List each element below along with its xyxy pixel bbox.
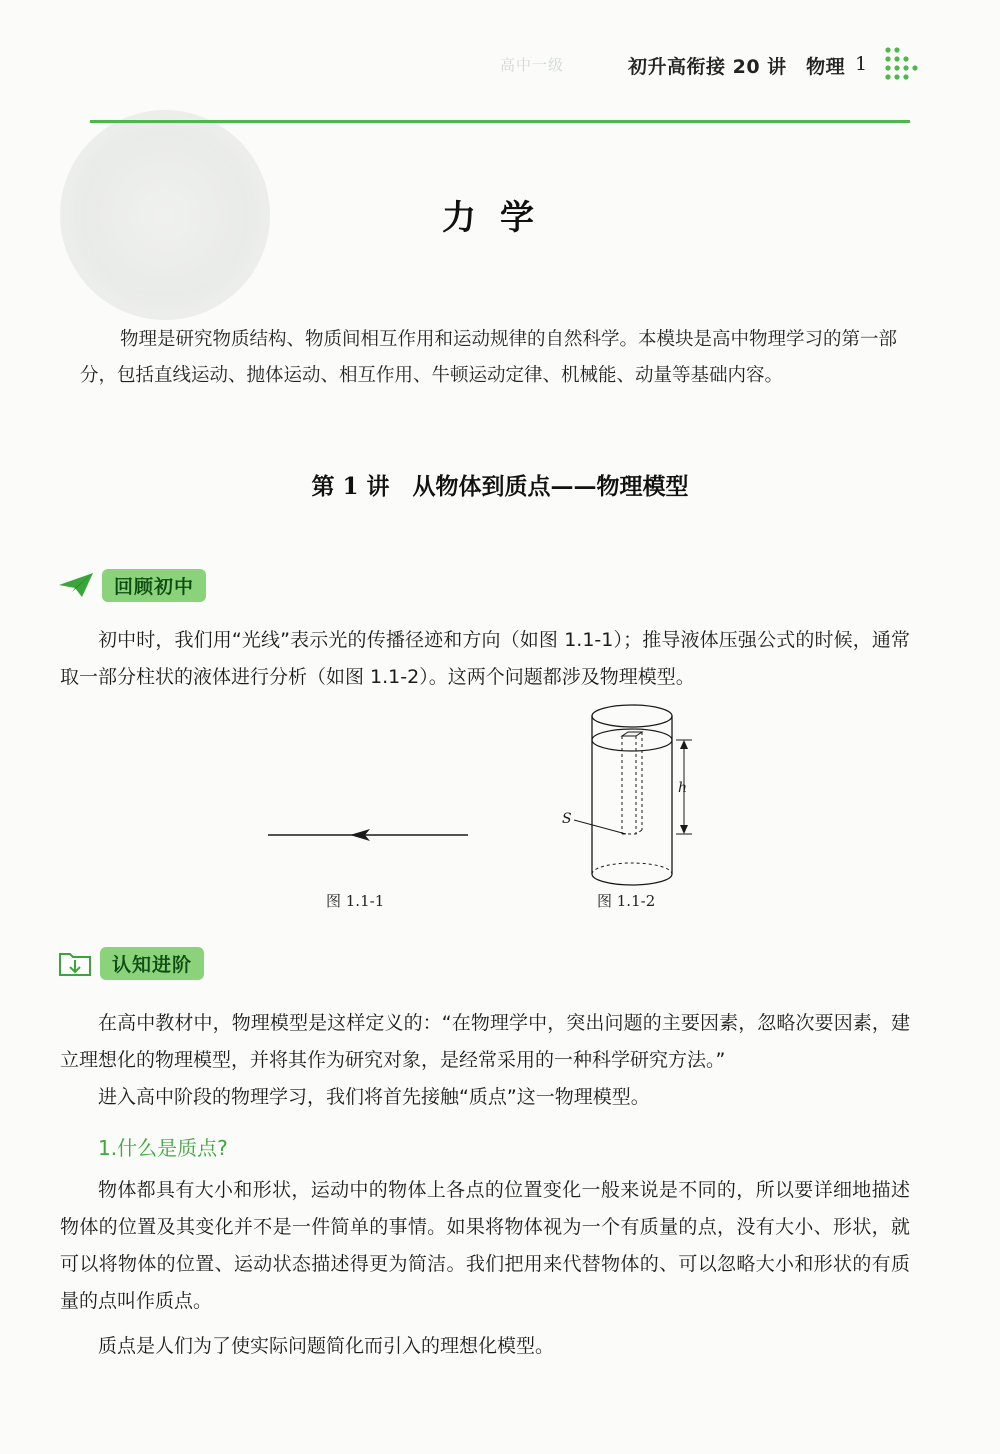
advance-paragraph-block	[60, 1005, 910, 1116]
page-number: 1	[855, 53, 868, 75]
module-intro: 物理是研究物质结构、物质间相互作用和运动规律的自然科学。本模块是高中物理学习的第一部分，包括直线运动、抛体运动、相互作用、牛顿运动定律、机械能、动量等基础内容。	[80, 329, 898, 386]
header-ghost-text: 高中一级	[500, 56, 565, 74]
subsection-paragraph-block	[60, 1172, 910, 1365]
review-paragraph: 初中时，我们用“光线”表示光的传播径迹和方向（如图 1.1-1）；推导液体压强公式的时候，通常取一部分柱状的液体进行分析（如图 1.1-2）。这两个问题都涉及物理模型。	[60, 629, 910, 688]
lecture-title: 第 1 讲 从物体到质点——物理模型	[311, 473, 689, 500]
figure-2-caption: 图 1.1-2	[597, 892, 656, 910]
figure-1-caption: 图 1.1-1	[326, 892, 385, 910]
header-rule	[90, 120, 910, 123]
book-title: 初升高衔接 20 讲 物理	[628, 56, 846, 78]
advance-paragraph-intro: 进入高中阶段的物理学习，我们将首先接触“质点”这一物理模型。	[98, 1086, 650, 1108]
figure-label-h: h	[678, 780, 688, 796]
section-header-advance	[58, 946, 204, 980]
subsection-title: 1.什么是质点?	[98, 1136, 228, 1160]
figure-light-ray	[268, 818, 468, 858]
dots-grid-icon	[880, 44, 920, 84]
section-label-review: 回顾初中	[102, 569, 206, 602]
subsection-paragraph-particle: 物体都具有大小和形状，运动中的物体上各点的位置变化一般来说是不同的，所以要详细地描述物体的位置及其变化并不是一件简单的事情。如果将物体视为一个有质量的点，没有大小、形状，就可以将物体的位置、运动状态描述得更为简洁。我们把用来代替物体的、可以忽略大小和形状的有质量的点叫作质点。	[60, 1179, 910, 1312]
figure-liquid-column	[560, 694, 720, 894]
subsection-paragraph-model: 质点是人们为了使实际问题简化而引入的理想化模型。	[98, 1335, 555, 1357]
paper-plane-icon	[58, 571, 94, 599]
advance-paragraph-definition: 在高中教材中，物理模型是这样定义的：“在物理学中，突出问题的主要因素，忽略次要因素，建立理想化的物理模型，并将其作为研究对象，是经常采用的一种科学研究方法。”	[60, 1012, 910, 1071]
module-title: 力学	[442, 198, 558, 238]
section-label-advance: 认知进阶	[100, 947, 204, 980]
review-paragraph-block	[60, 622, 910, 696]
section-header-review	[58, 568, 206, 602]
folder-arrow-icon	[58, 949, 92, 977]
figure-label-s: S	[562, 811, 572, 827]
page-header	[0, 38, 1000, 88]
